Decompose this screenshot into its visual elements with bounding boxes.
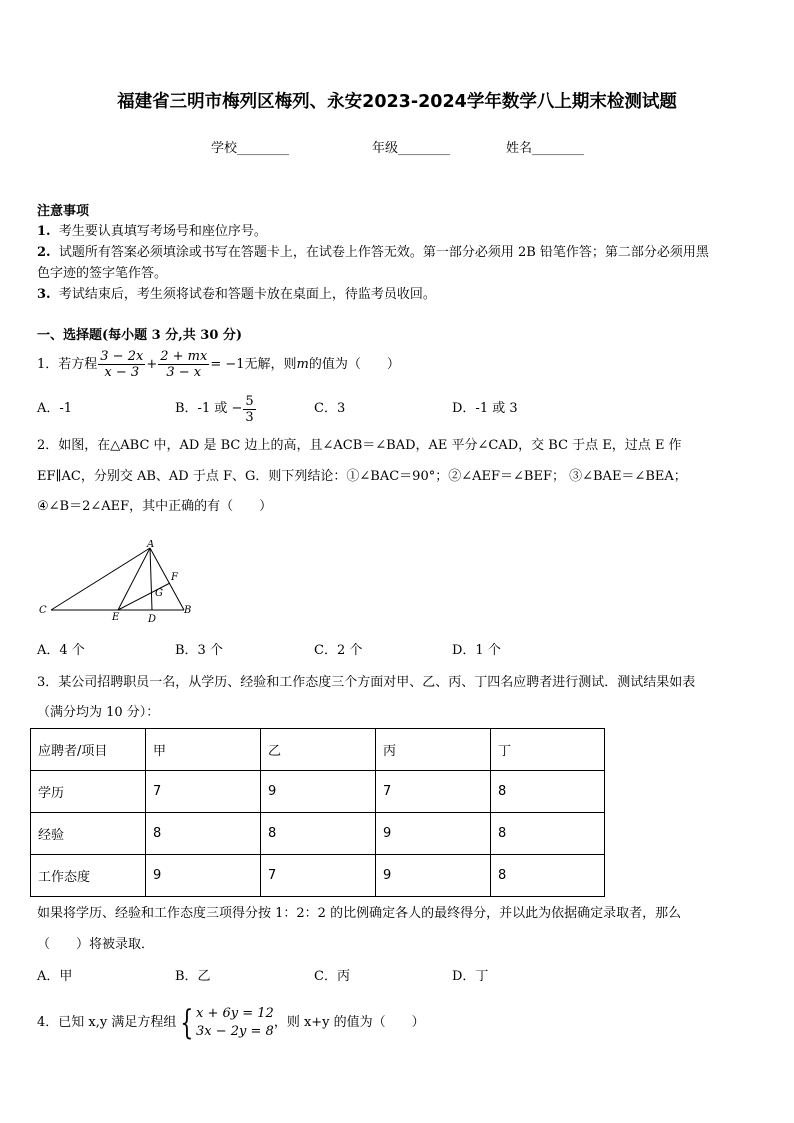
table-cell: 8 [491,813,605,855]
table-cell: 7 [376,771,491,813]
table-cell: 7 [146,771,261,813]
table-header-cell: 丙 [376,729,491,771]
q1-option-d: D．-1 或 3 [452,401,518,416]
table-row [31,771,605,813]
label-e: E [112,612,120,623]
table-header-cell: 丁 [491,729,605,771]
label-f: F [171,572,178,583]
score-table [30,728,605,897]
table-header-cell: 乙 [261,729,376,771]
q3-option-d: D．丁 [452,969,489,984]
table-cell: 9 [376,813,491,855]
q1-fraction-1: $\frac{3 - 2x}{x - 3}$ [100,349,144,380]
label-a: A [147,540,155,550]
q1-fraction-2: $\frac{2 + mx}{3 - x}$ [160,349,208,380]
line-ab [150,548,184,610]
label-d: D [148,614,157,625]
name-blank: ________ [532,141,585,156]
table-header-cell: 应聘者/项目 [31,729,146,771]
school-blank: ________ [237,141,290,156]
table-header-row [31,729,605,771]
line-ae [118,548,150,610]
table-cell: 7 [261,855,376,897]
page-title: 福建省三明市梅列区梅列、永安2023-2024学年数学八上期末检测试题 [117,92,677,112]
q2-option-c: C．2 个 [314,643,363,658]
school-label: 学校 [211,141,238,156]
table-cell: 学历 [31,771,146,813]
table-cell: 工作态度 [31,855,146,897]
triangle-figure [36,540,201,628]
grade-label: 年级 [372,141,399,156]
q2-option-a: A．4 个 [37,643,85,658]
table-cell: 8 [491,771,605,813]
note-3: 3. 考试结束后，考生须将试卷和答题卡放在桌面上，待监考员收回。 [37,287,436,302]
section-1-title: 一、选择题(每小题 3 分,共 30 分) [37,328,243,343]
q2-option-b: B．3 个 [175,643,223,658]
q2-line-2: EF∥AC，分别交 AB、AD 于点 F、G．则下列结论：①∠BAC＝90°；②∠AEF＝∠BEF； ③∠BAE＝∠BEA； [37,469,687,484]
table-cell: 8 [261,813,376,855]
q3-line-1: 3．某公司招聘职员一名，从学历、经验和工作态度三个方面对甲、乙、丙、丁四名应聘者进行测试．测试结果如表 [37,675,696,690]
q3-option-a: A．甲 [37,969,73,984]
q1-option-a: A．-1 [37,401,73,416]
q3-after-1: 如果将学历、经验和工作态度三项得分按 1：2：2 的比例确定各人的最终得分，并以此为依据确定录取者，那么 [37,906,682,921]
table-header-cell: 甲 [146,729,261,771]
q2-line-1: 2．如图，在△ABC 中，AD 是 BC 边上的高，且∠ACB＝∠BAD，AE 平分∠CAD，交 BC 于点 E，过点 E 作 [37,438,682,453]
table-cell: 8 [491,855,605,897]
q3-line-2: （满分均为 10 分）： [37,705,160,720]
table-row [31,813,605,855]
q2-line-3: ④∠B＝2∠AEF，其中正确的有（ ） [37,499,273,514]
q2-option-d: D．1 个 [452,643,501,658]
table-cell: 9 [146,855,261,897]
table-row [31,855,605,897]
school-field [211,140,289,158]
note-2-cont: 色字迹的签字笔作答。 [37,266,168,281]
line-ad [150,548,152,610]
question-4: 4．已知 x,y 满足方程组 { x + 6y = 12 3x − 2y = 8 ，则 x+y 的值为（ ） [37,1003,425,1043]
q1-option-b: B．-1 或 − $\frac{5}{3}$ [175,393,254,425]
label-g: G [155,588,163,599]
q3-option-c: C．丙 [314,969,350,984]
name-field [506,140,584,158]
label-b: B [184,605,192,616]
table-cell: 9 [261,771,376,813]
table-cell: 经验 [31,813,146,855]
note-2: 2. 试题所有答案必须填涂或书写在答题卡上，在试卷上作答无效。第一部分必须用 2B 铅笔作答；第二部分必须用黑 [37,245,709,260]
q3-option-b: B．乙 [175,969,211,984]
label-c: C [39,605,47,616]
table-cell: 9 [376,855,491,897]
name-label: 姓名 [506,141,533,156]
equation-system: { x + 6y = 12 3x − 2y = 8 [180,1003,274,1043]
note-1: 1. 考生要认真填写考场号和座位序号。 [37,224,267,239]
table-cell: 8 [146,813,261,855]
grade-blank: ________ [398,141,451,156]
notes-heading: 注意事项 [37,204,90,219]
question-1: 1．若方程 $\frac{3 - 2x}{x - 3}$ + $\frac{2 + mx}{3 - x}$ = −1无解，则 m 的值为（ ） [37,349,400,380]
grade-field [372,140,450,158]
q1-option-c: C．3 [314,401,346,416]
q3-after-2: （ ）将被录取． [37,937,155,952]
